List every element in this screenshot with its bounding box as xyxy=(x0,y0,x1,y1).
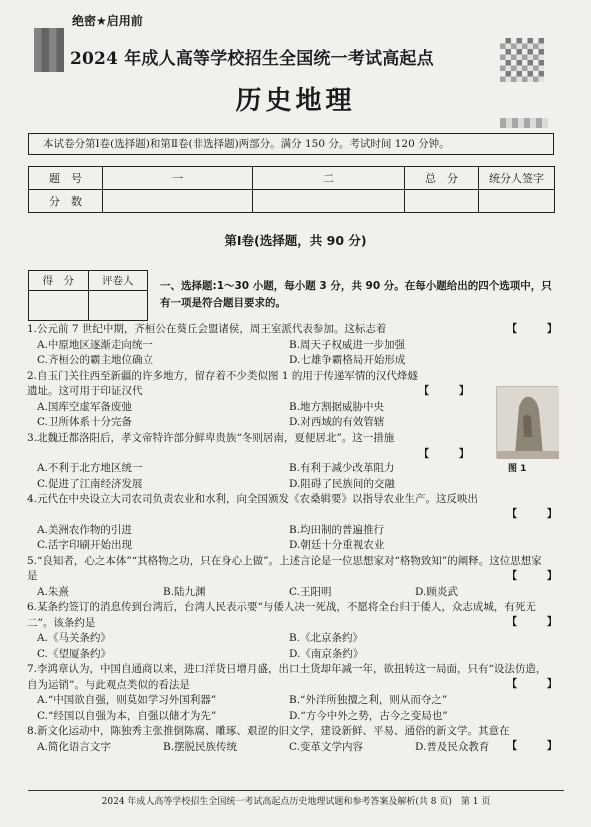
score-header-part1: 一 xyxy=(103,167,253,190)
option-b[interactable]: B.“外洋所独擅之利，则从而夺之” xyxy=(289,694,448,706)
option-c[interactable]: C.齐桓公的霸主地位确立 xyxy=(37,354,153,366)
option-c[interactable]: C.《望厦条约》 xyxy=(37,647,111,660)
option-a[interactable]: A.国库空虚军备废弛 xyxy=(37,400,132,413)
subject-title: 历史地理 xyxy=(235,86,356,116)
option-b[interactable]: B.周天子权威进一步加强 xyxy=(289,338,406,351)
option-c[interactable]: C.王阳明 xyxy=(289,585,332,598)
question-stem: 5.“良知者，心之本体”“其格物之功，只在身心上做”。上述言论是一位思想家对“格物致知”的阐释。这位思想家是 xyxy=(27,554,542,582)
option-c[interactable]: C.活字印刷开始出现 xyxy=(37,539,132,551)
question-6 xyxy=(27,600,567,662)
score-header-total: 总 分 xyxy=(405,167,479,190)
question-stem: 4.元代在中央设立大司农司负责农业和水利，向全国颁发《农桑辑要》以指导农业生产。这反映出 xyxy=(27,493,479,505)
option-d[interactable]: D.朝廷十分重视农业 xyxy=(289,539,385,551)
option-d[interactable]: D.顾炎武 xyxy=(415,585,458,598)
answer-bracket[interactable]: 【 】 xyxy=(507,741,567,752)
score-table xyxy=(28,166,555,213)
score-header-question: 题 号 xyxy=(29,167,103,190)
question-5 xyxy=(27,554,567,601)
answer-bracket[interactable]: 【 】 xyxy=(507,509,567,520)
question-2 xyxy=(27,369,567,431)
question-3 xyxy=(27,431,567,493)
question-instruction: 一、选择题:1～30 小题，每小题 3 分，共 90 分。在每小题给出的四个选项中，只有一项是符合题目要求的。 xyxy=(160,280,552,309)
option-b[interactable]: B.地方割据威胁中央 xyxy=(289,400,385,413)
option-a[interactable]: A.美洲农作物的引进 xyxy=(37,523,132,536)
question-stem: 8.新文化运动中，陈独秀主张推倒陈腐、雕琢、艰涩的旧文学，建设新鲜、平易、通俗的新文学。其意在 xyxy=(27,725,510,737)
section-title: 第Ⅰ卷(选择题，共 90 分) xyxy=(224,233,367,248)
score-header-part2: 二 xyxy=(253,167,405,190)
option-d[interactable]: D.《南京条约》 xyxy=(289,647,364,660)
question-7 xyxy=(27,662,567,724)
score-row-label: 分 数 xyxy=(29,190,103,213)
option-b[interactable]: B.陆九渊 xyxy=(163,585,206,598)
question-8 xyxy=(27,724,567,755)
question-1 xyxy=(27,322,567,369)
option-c[interactable]: C.“经国以自强为本，自强以储才为先” xyxy=(37,709,217,722)
grader-name-label: 评卷人 xyxy=(88,271,148,291)
option-c[interactable]: C.卫所体系十分完备 xyxy=(37,416,132,428)
score-cell-part2 xyxy=(253,190,405,213)
option-b[interactable]: B.有利于减少改革阻力 xyxy=(289,462,395,474)
question-4 xyxy=(27,492,567,554)
figure-caption: 图 1 xyxy=(508,464,527,474)
option-b[interactable]: B.摆脱民族传统 xyxy=(163,740,238,753)
score-cell-part1 xyxy=(103,190,253,213)
answer-bracket[interactable]: 【 】 xyxy=(419,448,479,460)
score-cell-signature xyxy=(479,190,555,213)
answer-bracket[interactable]: 【 】 xyxy=(419,385,479,397)
answer-bracket[interactable]: 【 】 xyxy=(507,324,567,335)
option-d[interactable]: D.阻碍了民族间的交融 xyxy=(289,477,395,490)
question-stem: 7.李鸿章认为，中国自通商以来，进口洋货日增月盛，出口土货却年减一年，欲扭转这一局面，只有“设法仿造，自为运销”。与此观点类似的看法是 xyxy=(27,663,547,691)
question-list xyxy=(27,322,567,755)
option-c[interactable]: C.促进了江南经济发展 xyxy=(37,477,143,490)
question-stem: 2.自玉门关往西至新疆的许多地方，留存着不少类似图 1 的用于传递军情的汉代烽燧遗址。这可用于印证汉代 xyxy=(27,369,418,397)
option-a[interactable]: A.《马关条约》 xyxy=(37,632,111,644)
grader-score-label: 得 分 xyxy=(29,271,89,291)
option-a[interactable]: A.不利于北方地区统一 xyxy=(37,462,143,474)
option-a[interactable]: A.简化语言文字 xyxy=(37,740,111,753)
score-header-signature: 统分人签字 xyxy=(479,167,555,190)
exam-title: 2024 年成人高等学校招生全国统一考试高起点 xyxy=(70,49,434,69)
answer-bracket[interactable]: 【 】 xyxy=(507,570,567,582)
question-stem: 3.北魏迁都洛阳后，孝文帝特许部分鲜卑贵族“冬则居南，夏便居北”。这一措施 xyxy=(27,431,395,444)
option-b[interactable]: B.均田制的普遍推行 xyxy=(289,523,385,536)
option-b[interactable]: B.《北京条约》 xyxy=(289,632,364,644)
redacted-qr-code xyxy=(500,38,544,82)
option-d[interactable]: D.“方今中外之势，古今之变局也” xyxy=(289,709,448,722)
grader-score-cell xyxy=(29,291,89,321)
exam-instructions: 本试卷分第Ⅰ卷(选择题)和第Ⅱ卷(非选择题)两部分。满分 150 分。考试时间 120 分钟。 xyxy=(28,133,554,155)
question-stem: 1.公元前 7 世纪中期，齐桓公在葵丘会盟诸侯，周王室派代表参加。这标志着 xyxy=(27,323,387,335)
redacted-mosaic xyxy=(34,28,64,72)
grader-table xyxy=(28,270,148,321)
question-stem: 6.某条约签订的消息传到台湾后，台湾人民表示要“与倭人决一死战，不愿将全台归于倭人，众志成城，有死无二”。该条约是 xyxy=(27,601,536,629)
option-d[interactable]: D.普及民众教育 xyxy=(415,740,490,753)
option-a[interactable]: A.“中国欲自强，则莫如学习外国利器” xyxy=(37,694,217,706)
answer-bracket[interactable]: 【 】 xyxy=(507,679,567,690)
option-a[interactable]: A.中原地区逐渐走向统一 xyxy=(37,338,153,351)
redacted-mosaic-small xyxy=(500,118,548,128)
option-d[interactable]: D.对西域的有效管辖 xyxy=(289,416,385,428)
page-footer: 2024 年成人高等学校招生全国统一考试高起点历史地理试题和参考答案及解析(共 8 页) 第 1 页 xyxy=(28,790,564,804)
score-cell-total xyxy=(405,190,479,213)
grader-name-cell xyxy=(88,291,148,321)
option-c[interactable]: C.变革文学内容 xyxy=(289,740,363,753)
option-a[interactable]: A.朱熹 xyxy=(37,585,69,598)
answer-bracket[interactable]: 【 】 xyxy=(507,617,567,628)
option-d[interactable]: D.七雄争霸格局开始形成 xyxy=(289,354,406,366)
confidential-label: 绝密★启用前 xyxy=(72,14,143,28)
